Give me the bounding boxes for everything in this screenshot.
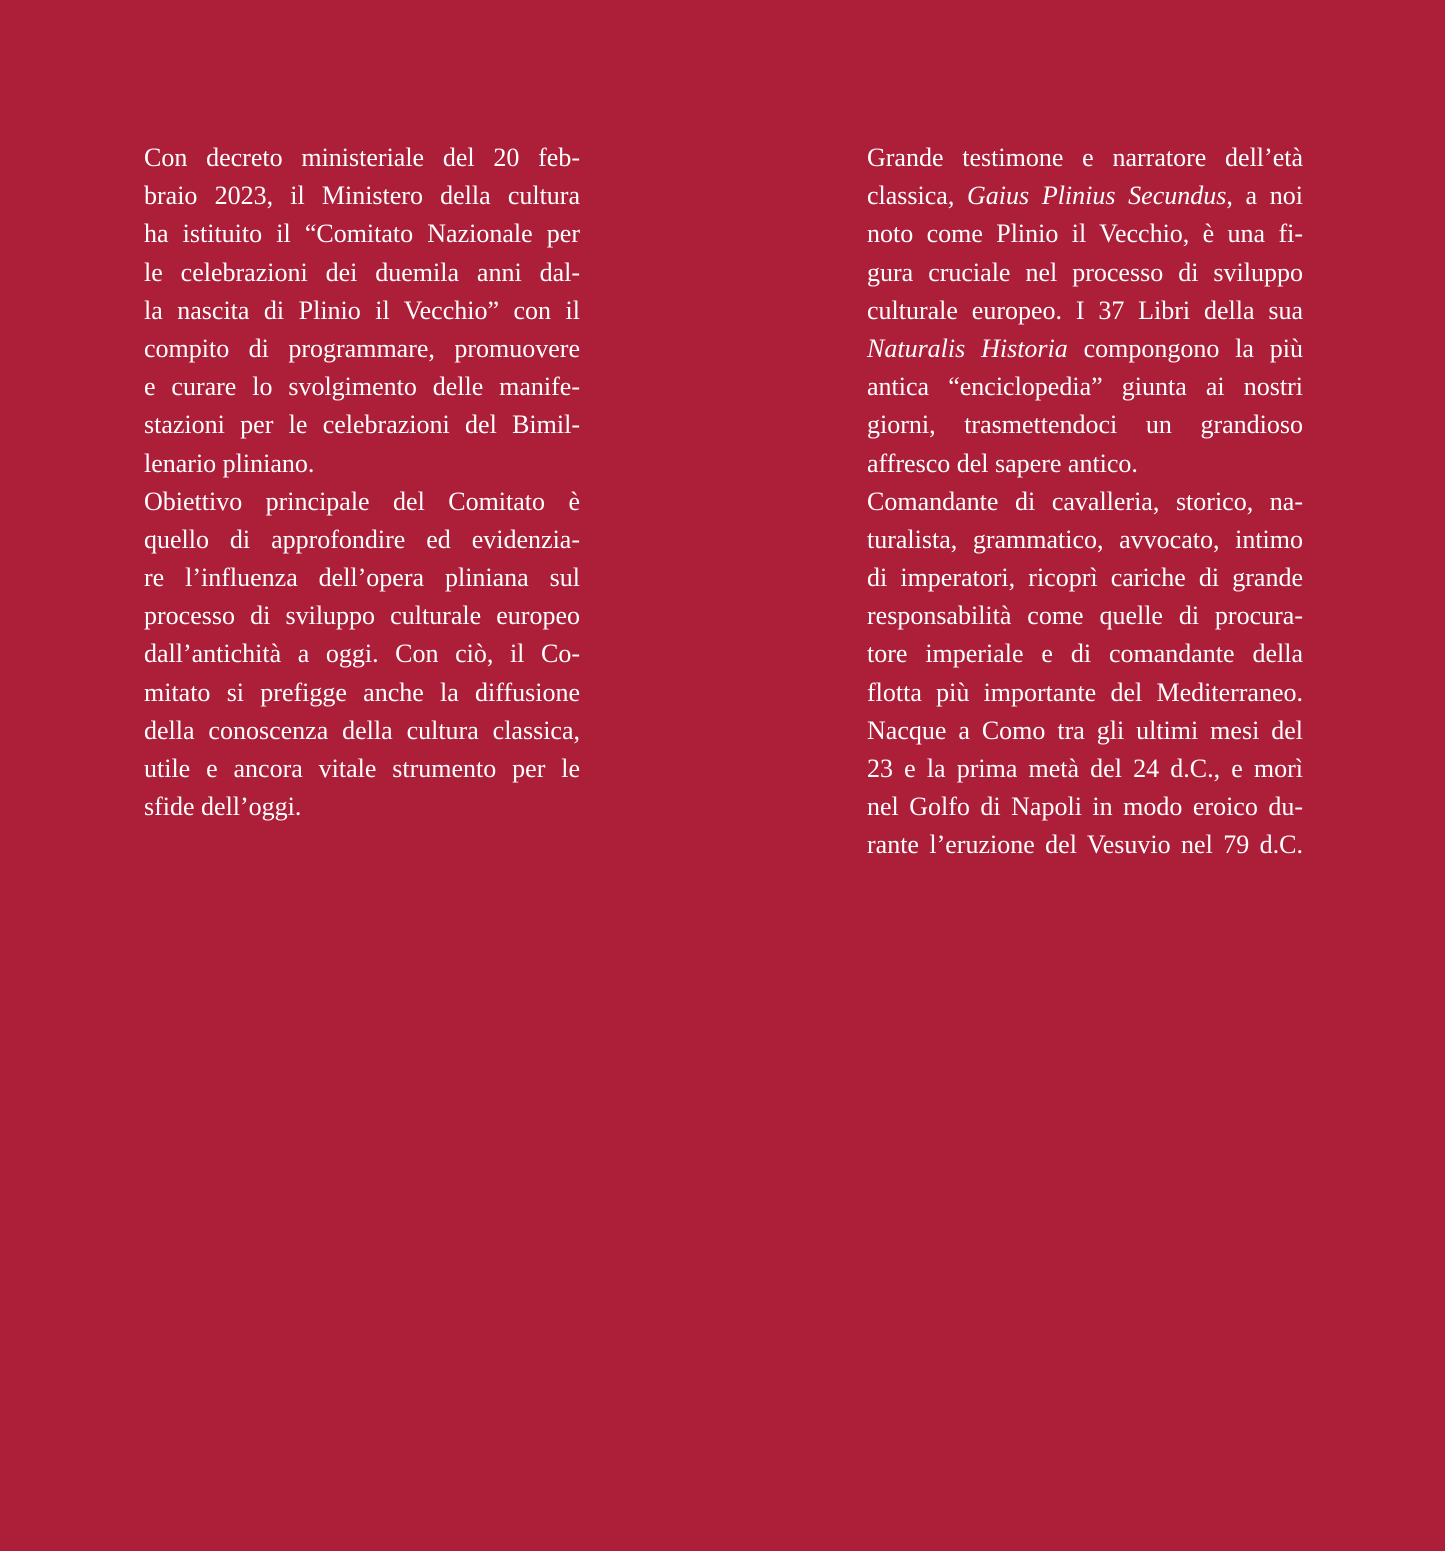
text-line: Obiettivo principale del Comitato è: [144, 486, 580, 516]
text-line: responsabilità come quelle di procura-: [867, 601, 1303, 631]
text-line: affresco del sapere antico.: [867, 448, 1138, 478]
text-line: nel Golfo di Napoli in modo eroico du-: [867, 792, 1303, 822]
text-line: braio 2023, il Ministero della cultura: [144, 181, 580, 211]
text-line: turalista, grammatico, avvocato, intimo: [867, 524, 1303, 554]
text-line: utile e ancora vitale strumento per le: [144, 754, 580, 783]
right-text-column: [867, 139, 1303, 865]
text-line: re l’influenza dell’opera pliniana sul: [144, 563, 580, 593]
text-line: mitato si prefigge anche la diffusione: [144, 677, 580, 707]
text-segment: compongono la più: [1067, 333, 1303, 363]
text-segment: classica,: [867, 181, 968, 211]
text-line: dall’antichità a oggi. Con ciò, il Co-: [144, 639, 580, 669]
text-line: lenario pliniano.: [144, 448, 315, 478]
text-line: [867, 177, 1303, 215]
text-line: 23 e la prima metà del 24 d.C., e morì: [867, 754, 1303, 783]
text-line: le celebrazioni dei duemila anni dal-: [144, 257, 580, 287]
text-line: quello di approfondire ed evidenzia-: [144, 524, 580, 554]
text-line: Grande testimone e narratore dell’età: [867, 143, 1303, 172]
text-line: flotta più importante del Mediterraneo.: [867, 677, 1303, 707]
text-line: ha istituito il “Comitato Nazionale per: [144, 219, 580, 249]
text-line: sfide dell’oggi.: [144, 792, 302, 822]
text-line: Con decreto ministeriale del 20 feb-: [144, 143, 580, 172]
latin-name-italic: Gaius Plinius Secundus: [967, 181, 1227, 211]
book-title-italic: Naturalis Historia: [867, 333, 1068, 363]
text-line: compito di programmare, promuovere: [144, 333, 580, 363]
left-text-column: [144, 139, 580, 826]
text-line: culturale europeo. I 37 Libri della sua: [867, 295, 1303, 325]
text-line: di imperatori, ricoprì cariche di grande: [867, 563, 1303, 593]
text-segment: , a noi: [1226, 181, 1303, 211]
text-line: [867, 330, 1303, 368]
text-line: noto come Plinio il Vecchio, è una fi-: [867, 219, 1303, 249]
text-line: processo di sviluppo culturale europeo: [144, 601, 580, 631]
text-line: giorni, trasmettendoci un grandioso: [867, 410, 1303, 440]
text-line: Comandante di cavalleria, storico, na-: [867, 486, 1303, 516]
text-line: stazioni per le celebrazioni del Bimil-: [144, 410, 580, 440]
text-line: della conoscenza della cultura classica,: [144, 715, 580, 745]
text-line: rante l’eruzione del Vesuvio nel 79 d.C.: [867, 830, 1303, 860]
text-line: tore imperiale e di comandante della: [867, 639, 1303, 669]
text-line: e curare lo svolgimento delle manife-: [144, 372, 580, 402]
text-line: antica “enciclopedia” giunta ai nostri: [867, 372, 1303, 402]
text-line: gura cruciale nel processo di sviluppo: [867, 257, 1303, 287]
text-line: Nacque a Como tra gli ultimi mesi del: [867, 715, 1303, 745]
text-line: la nascita di Plinio il Vecchio” con il: [144, 295, 580, 325]
